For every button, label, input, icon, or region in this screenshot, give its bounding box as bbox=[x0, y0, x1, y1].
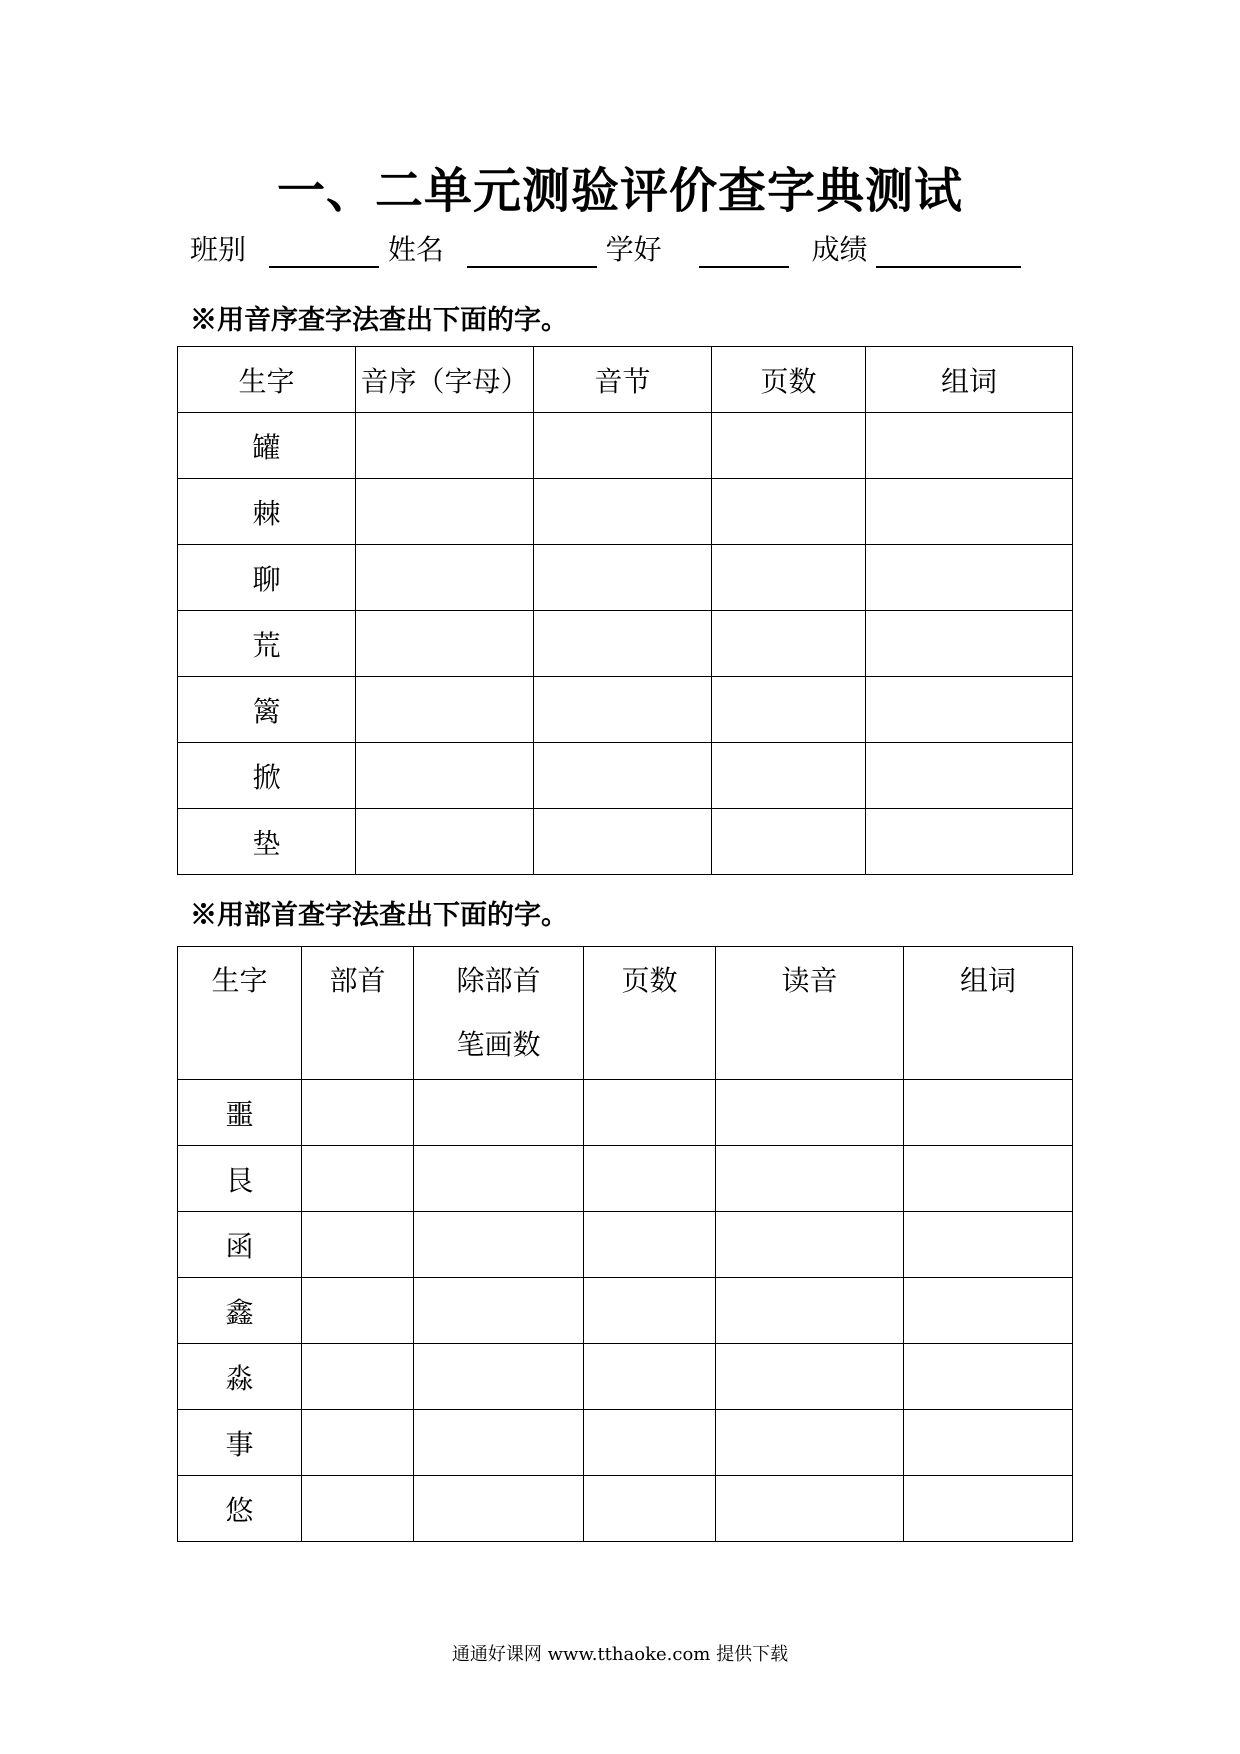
id-blank[interactable] bbox=[699, 234, 789, 268]
answer-cell[interactable] bbox=[716, 1344, 904, 1410]
header-cell: 组词 bbox=[866, 347, 1073, 413]
class-blank[interactable] bbox=[269, 234, 379, 268]
answer-cell[interactable] bbox=[356, 677, 534, 743]
answer-cell[interactable] bbox=[904, 1212, 1073, 1278]
char-cell: 聊 bbox=[178, 545, 356, 611]
answer-cell[interactable] bbox=[584, 1344, 716, 1410]
header-cell: 音序（字母） bbox=[356, 347, 534, 413]
answer-cell[interactable] bbox=[904, 1278, 1073, 1344]
class-label: 班别 bbox=[190, 233, 247, 266]
answer-cell[interactable] bbox=[866, 611, 1073, 677]
char-cell: 棘 bbox=[178, 479, 356, 545]
answer-cell[interactable] bbox=[904, 1410, 1073, 1476]
answer-cell[interactable] bbox=[584, 1080, 716, 1146]
answer-cell[interactable] bbox=[712, 809, 866, 875]
table-row bbox=[178, 1146, 1073, 1212]
student-info-line bbox=[190, 228, 1021, 268]
answer-cell[interactable] bbox=[716, 1410, 904, 1476]
answer-cell[interactable] bbox=[414, 1476, 584, 1542]
answer-cell[interactable] bbox=[534, 479, 712, 545]
id-label: 学好 bbox=[605, 233, 662, 266]
answer-cell[interactable] bbox=[904, 1476, 1073, 1542]
answer-cell[interactable] bbox=[584, 1278, 716, 1344]
table-row bbox=[178, 1410, 1073, 1476]
radical-lookup-table bbox=[177, 946, 1073, 1542]
answer-cell[interactable] bbox=[712, 413, 866, 479]
answer-cell[interactable] bbox=[414, 1146, 584, 1212]
answer-cell[interactable] bbox=[584, 1212, 716, 1278]
answer-cell[interactable] bbox=[866, 413, 1073, 479]
table-row bbox=[178, 677, 1073, 743]
answer-cell[interactable] bbox=[716, 1080, 904, 1146]
char-cell: 艮 bbox=[178, 1146, 302, 1212]
table-row bbox=[178, 743, 1073, 809]
answer-cell[interactable] bbox=[712, 677, 866, 743]
answer-cell[interactable] bbox=[866, 809, 1073, 875]
answer-cell[interactable] bbox=[356, 611, 534, 677]
char-cell: 噩 bbox=[178, 1080, 302, 1146]
table-row bbox=[178, 413, 1073, 479]
header-cell: 音节 bbox=[534, 347, 712, 413]
answer-cell[interactable] bbox=[356, 743, 534, 809]
answer-cell[interactable] bbox=[302, 1476, 414, 1542]
table-row bbox=[178, 545, 1073, 611]
answer-cell[interactable] bbox=[414, 1278, 584, 1344]
answer-cell[interactable] bbox=[716, 1278, 904, 1344]
table-header-row bbox=[178, 947, 1073, 1080]
table-row bbox=[178, 1344, 1073, 1410]
header-cell: 生字 bbox=[178, 347, 356, 413]
header-line: 除部首 bbox=[456, 964, 541, 997]
answer-cell[interactable] bbox=[716, 1212, 904, 1278]
header-line: 笔画数 bbox=[456, 1028, 541, 1061]
section1-heading: ※用音序查字法查出下面的字。 bbox=[190, 305, 568, 336]
answer-cell[interactable] bbox=[356, 545, 534, 611]
answer-cell[interactable] bbox=[302, 1080, 414, 1146]
answer-cell[interactable] bbox=[534, 611, 712, 677]
answer-cell[interactable] bbox=[716, 1476, 904, 1542]
answer-cell[interactable] bbox=[712, 479, 866, 545]
phonetic-lookup-table bbox=[177, 346, 1073, 875]
answer-cell[interactable] bbox=[534, 545, 712, 611]
char-cell: 垫 bbox=[178, 809, 356, 875]
header-cell: 页数 bbox=[584, 947, 716, 1080]
table-row bbox=[178, 1212, 1073, 1278]
table-header-row bbox=[178, 347, 1073, 413]
page-title: 一、二单元测验评价查字典测试 bbox=[276, 163, 963, 219]
char-cell: 事 bbox=[178, 1410, 302, 1476]
char-cell: 悠 bbox=[178, 1476, 302, 1542]
answer-cell[interactable] bbox=[712, 743, 866, 809]
answer-cell[interactable] bbox=[866, 677, 1073, 743]
answer-cell[interactable] bbox=[356, 479, 534, 545]
header-cell bbox=[414, 947, 584, 1080]
answer-cell[interactable] bbox=[302, 1212, 414, 1278]
char-cell: 篱 bbox=[178, 677, 356, 743]
answer-cell[interactable] bbox=[414, 1344, 584, 1410]
footer-credit: 通通好课网 www.tthaoke.com 提供下载 bbox=[451, 1644, 789, 1665]
answer-cell[interactable] bbox=[712, 545, 866, 611]
section2-heading: ※用部首查字法查出下面的字。 bbox=[190, 900, 568, 931]
answer-cell[interactable] bbox=[534, 413, 712, 479]
table-row bbox=[178, 1278, 1073, 1344]
answer-cell[interactable] bbox=[584, 1476, 716, 1542]
answer-cell[interactable] bbox=[414, 1212, 584, 1278]
header-cell: 生字 bbox=[178, 947, 302, 1080]
char-cell: 掀 bbox=[178, 743, 356, 809]
answer-cell[interactable] bbox=[356, 809, 534, 875]
answer-cell[interactable] bbox=[414, 1410, 584, 1476]
char-cell: 鑫 bbox=[178, 1278, 302, 1344]
answer-cell[interactable] bbox=[866, 545, 1073, 611]
header-cell: 页数 bbox=[712, 347, 866, 413]
header-cell: 读音 bbox=[716, 947, 904, 1080]
header-cell: 组词 bbox=[904, 947, 1073, 1080]
name-label: 姓名 bbox=[387, 233, 444, 266]
answer-cell[interactable] bbox=[584, 1146, 716, 1212]
answer-cell[interactable] bbox=[904, 1344, 1073, 1410]
score-label: 成绩 bbox=[811, 233, 868, 266]
answer-cell[interactable] bbox=[712, 611, 866, 677]
answer-cell[interactable] bbox=[866, 479, 1073, 545]
answer-cell[interactable] bbox=[904, 1146, 1073, 1212]
answer-cell[interactable] bbox=[302, 1344, 414, 1410]
header-cell: 部首 bbox=[302, 947, 414, 1080]
answer-cell[interactable] bbox=[302, 1410, 414, 1476]
table-row bbox=[178, 809, 1073, 875]
answer-cell[interactable] bbox=[716, 1146, 904, 1212]
table-row bbox=[178, 1476, 1073, 1542]
answer-cell[interactable] bbox=[534, 743, 712, 809]
answer-cell[interactable] bbox=[302, 1278, 414, 1344]
char-cell: 荒 bbox=[178, 611, 356, 677]
answer-cell[interactable] bbox=[904, 1080, 1073, 1146]
table-row bbox=[178, 611, 1073, 677]
answer-cell[interactable] bbox=[302, 1146, 414, 1212]
answer-cell[interactable] bbox=[866, 743, 1073, 809]
char-cell: 淼 bbox=[178, 1344, 302, 1410]
answer-cell[interactable] bbox=[584, 1410, 716, 1476]
answer-cell[interactable] bbox=[356, 413, 534, 479]
char-cell: 函 bbox=[178, 1212, 302, 1278]
table-row bbox=[178, 1080, 1073, 1146]
char-cell: 罐 bbox=[178, 413, 356, 479]
name-blank[interactable] bbox=[467, 234, 597, 268]
answer-cell[interactable] bbox=[414, 1080, 584, 1146]
table-row bbox=[178, 479, 1073, 545]
answer-cell[interactable] bbox=[534, 677, 712, 743]
score-blank[interactable] bbox=[876, 234, 1021, 268]
answer-cell[interactable] bbox=[534, 809, 712, 875]
